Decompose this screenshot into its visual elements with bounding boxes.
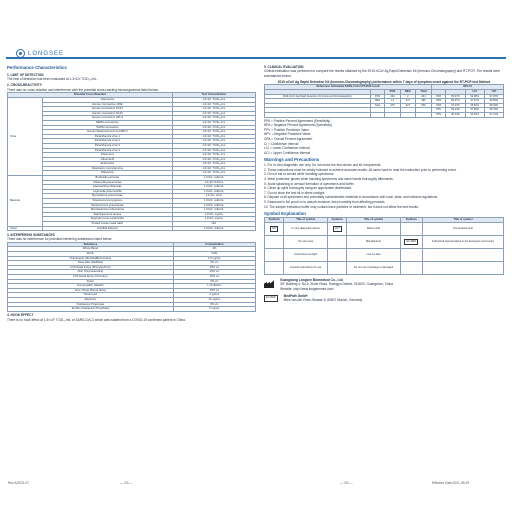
abbreviation-item: PPA = Positive Percent Agreement (Sensitivity) — [264, 118, 331, 123]
table-cell: 15% v/v — [173, 265, 255, 270]
table-cell: 97.37% — [465, 99, 484, 104]
table-cell: 97.21% — [484, 112, 503, 117]
ec-rep-name: MedPath GmbH — [283, 294, 308, 299]
section-title-performance: Performance Characteristics — [7, 65, 67, 70]
table-header: UCI — [484, 89, 503, 94]
table-cell: Do not use if package is damaged — [347, 261, 400, 274]
table-cell: 5 mg/mL — [173, 307, 255, 312]
table-cell: 98.34% — [484, 103, 503, 108]
table-cell: 1.0×10⁶ org/mL — [172, 217, 255, 222]
footer-page-left: — 2/3 — — [120, 481, 133, 485]
left-column — [7, 63, 256, 322]
warnings-list — [264, 163, 504, 209]
table-cell: 2 — [400, 94, 415, 99]
cr-text: There was no cross-reaction and interference with the potential cross-reacting microorganisms listed below: — [7, 87, 159, 92]
manufacturer-icon — [264, 280, 274, 288]
table-row — [265, 222, 504, 235]
right-column — [264, 63, 504, 303]
table-cell — [423, 248, 504, 261]
table-header: Symbols — [328, 218, 347, 223]
table-cell: Chlamydia pneumoniae — [43, 180, 173, 185]
table-cell: 1.0×10⁵ TCID₅₀/mL — [172, 116, 255, 121]
warning-item: 7. Do not store the test kit in direct sunlight. — [264, 190, 326, 195]
footer-revision: Rev.A/2021-07 — [8, 481, 30, 485]
abbreviation-item: CI = Confidence Interval — [264, 141, 299, 146]
table-cell: Human Metapneumovirus (hMPV) — [43, 130, 173, 135]
table-row — [8, 226, 256, 231]
table-cell: 1.0×10⁵ TCID₅₀/mL — [172, 111, 255, 116]
table-cell: 1.0×10⁶ cells/mL — [172, 176, 255, 181]
table-header: Title of symbol — [423, 218, 504, 223]
table-cell: 97.28% — [465, 108, 484, 113]
table-cell: Manufacturer — [347, 235, 400, 248]
abbreviation-list — [264, 119, 504, 156]
table-cell: OPA — [432, 103, 446, 108]
table-cell: Total — [370, 103, 385, 108]
symbol-cell — [265, 235, 284, 248]
table-cell: Naso GEL (NeilMed) — [8, 261, 174, 266]
table-cell: PPV — [432, 108, 446, 113]
table-cell: Batch code — [347, 222, 400, 235]
table-cell: Human coronavirus NL63 — [43, 111, 173, 116]
table-cell: Tobramycin — [8, 293, 174, 298]
table-cell: Haemophilus influenzae — [43, 185, 173, 190]
table-cell: POS — [370, 94, 385, 99]
table-header: Symbols — [400, 218, 422, 223]
table-row — [265, 248, 504, 261]
table-header: Potential Cross-Reactant — [8, 93, 173, 98]
symbol-cell — [328, 235, 347, 248]
table-cell: 1:10 dilution — [173, 284, 255, 289]
table-cell: Parainfluenza virus 3 — [43, 143, 173, 148]
table-cell: Candida albicans — [43, 226, 173, 231]
table-cell: 1.0×10⁵ TCID₅₀/mL — [172, 134, 255, 139]
table-cell: CVS Nasal Spray (Cromolyn) — [8, 275, 174, 280]
category-cell: Yeast — [8, 226, 43, 231]
table-cell: 1.0×10⁶ org/mL — [172, 212, 255, 217]
table-cell: 99.24% — [446, 108, 465, 113]
table-cell: Tamiflu (Oseltamivir Phosphate) — [8, 307, 174, 312]
table-cell: 95.27% — [446, 94, 465, 99]
ec-rep-address: Mies-van-der-Rohe-Strasse 8, 80807 Munich, Germany — [283, 298, 363, 303]
table-cell: 1.0×10⁶ cells/mL — [172, 189, 255, 194]
table-cell: 1.0×10⁵ TCID₅₀/mL — [172, 162, 255, 167]
table-cell: PPA — [432, 94, 446, 99]
table-row — [265, 112, 504, 117]
table-cell: 272 — [400, 99, 415, 104]
warning-item: 9. Desiccant in foil pouch is to absorb moisture; keep humidity from affecting products. — [264, 200, 386, 205]
table-cell: 1.0×10⁵ TCID₅₀/mL — [172, 107, 255, 112]
symbol-cell — [328, 248, 347, 261]
table-cell: Afrin (Oxymetazoline) — [8, 270, 174, 275]
table-cell: Homeopathic (Alkalol) — [8, 284, 174, 289]
table-cell: Mycobacterium tuberculosis — [43, 208, 173, 213]
table-cell — [385, 112, 400, 117]
table-cell: Human coronavirus 229E — [43, 102, 173, 107]
table-cell: 1.0×10⁵ TCID₅₀/mL — [172, 166, 255, 171]
hook-text: There is no hook effect at 1.5×10⁵ TCID₅₀/mL of SARS-CoV-2 which was isolated from a COVID-19 confirmed patient in China. — [7, 317, 186, 322]
lod-text: The limit of detection has been evaluated at 1.3×10² TCID₅₀/mL. — [7, 77, 98, 82]
table-header: Test Concentration — [172, 93, 255, 98]
warning-item: 3. Do not eat or smoke while handling specimens. — [264, 172, 335, 177]
table-cell: Rhinovirus — [43, 171, 173, 176]
warning-item: 10. The sample extraction buffer may contain trace particles or sediment, but it does not affect the test results. — [264, 204, 419, 209]
category-cell: Virus — [8, 97, 43, 175]
table-cell: 95.44% — [446, 112, 465, 117]
table-cell — [265, 112, 371, 117]
table-cell: 1.0×10⁵ TCID₅₀/mL — [172, 171, 255, 176]
interfering-substances-table — [7, 242, 256, 312]
warning-item: 6. Clean up spills thoroughly using an appropriate disinfectant. — [264, 186, 352, 191]
abbreviation-item: OPA = Overall Percent Agreement — [264, 136, 313, 141]
section-title-warnings: Warnings and Precautions — [264, 157, 320, 163]
table-cell: 15% v/v — [173, 275, 255, 280]
table-cell: Influenza B — [43, 157, 173, 162]
symbol-box: IVD — [272, 227, 277, 231]
table-cell: Adenovirus — [43, 97, 173, 102]
symbol-cell — [328, 261, 347, 274]
table-header: Title of symbol — [347, 218, 400, 223]
symbol-cell — [400, 235, 422, 248]
table-cell: Parainfluenza virus 1 — [43, 134, 173, 139]
table-cell: 264 — [416, 94, 432, 99]
table-cell: Staphylococcus epidermidis — [43, 217, 173, 222]
table-cell: 1.0×10⁵ TCID₅₀/mL — [172, 143, 255, 148]
table-cell: Chloraseptic (Menthol/Benzocaine) — [8, 256, 174, 261]
table-cell: 1.0×10⁶ cells/mL — [172, 199, 255, 204]
ec-rep-block — [264, 294, 504, 303]
table-header: Title of symbol — [284, 218, 328, 223]
table-row — [8, 307, 256, 312]
table-cell: 1.0×10⁶ IFU/mL — [172, 180, 255, 185]
table-header: POS — [385, 89, 400, 94]
table-cell: Authorized representative in the European Community — [423, 235, 504, 248]
table-cell — [370, 112, 385, 117]
warning-item: 2. These instructions must be strictly followed to achieve accurate results. All users have to read the instruction prior to performing a test. — [264, 167, 457, 172]
table-cell: 1.0×10⁵ TCID₅₀/mL — [172, 125, 255, 130]
table-cell: 1.0×10⁶ U/mL — [172, 194, 255, 199]
warning-item: 8. Dispose of all specimens and potentially contaminated materials in accordance with local, state, and national regulations. — [264, 195, 438, 200]
table-cell: 15% v/v — [173, 288, 255, 293]
table-cell: Zicam — [8, 279, 174, 284]
manufacturer-address: 3/F, Building 4, No.6, Xiuhe Road, Huangpu District, 510000, Guangzhou, China — [280, 282, 394, 287]
table-cell: 10 mg/mL — [173, 298, 255, 303]
table-cell: 15% v/v — [173, 270, 255, 275]
table-header: Substance — [8, 242, 174, 247]
table-header: 95% CI — [432, 85, 504, 90]
abbreviation-item: NPA = Negative Percent Agreement (Specificity) — [264, 123, 332, 128]
table-cell: Mupirocin — [8, 298, 174, 303]
is-text: There was no interference for potential interfering substances listed below: — [7, 237, 113, 242]
symbol-cell — [400, 248, 422, 261]
table-cell: 4% — [173, 247, 255, 252]
table-cell: Enterovirus — [43, 162, 173, 167]
table-cell: Avoid direct sunlight — [284, 248, 328, 261]
header-rule — [6, 57, 506, 59]
table-cell: 5% v/v — [173, 279, 255, 284]
symbol-box: LOT — [334, 227, 340, 231]
table-cell: 262 — [385, 94, 400, 99]
table-cell — [416, 112, 432, 117]
table-cell: 1.0×10⁶ cells/mL — [172, 203, 255, 208]
table-cell: Human coronavirus OC43 — [43, 107, 173, 112]
table-cell: NPV — [432, 112, 446, 117]
brand-name: LONGSEE — [28, 50, 65, 57]
table-cell: Whole Blood — [8, 247, 174, 252]
table-cell: 285 — [416, 99, 432, 104]
table-header: LCI — [465, 89, 484, 94]
abbreviation-item: UCI = Upper Confidence Interval — [264, 150, 311, 155]
table-cell: 5% v/v — [173, 261, 255, 266]
table-row — [265, 235, 504, 248]
warning-item: 1. For in vitro diagnostic use only. Do not reuse the test device and kit components. — [264, 163, 382, 168]
table-cell: 99.79% — [484, 108, 503, 113]
table-cell: Streptococcus pyogenes — [43, 199, 173, 204]
table-cell: 274 — [400, 103, 415, 108]
table-cell: In vitro diagnostic device — [284, 222, 328, 235]
ev-caption: 2019-nCoV Ag Rapid Detection Kit (Immuno-Chromatography) performance within 7 days of symptom onset against the RT-PCR test Method — [277, 79, 491, 84]
symbol-cell — [400, 222, 422, 235]
warning-item: 5. Avoid splashing or aerosol formation of specimens and buffer. — [264, 181, 355, 186]
table-cell: 1.0×10⁵ TCID₅₀/mL — [172, 153, 255, 158]
table-cell: 1.0×10⁵ TCID₅₀/mL — [172, 97, 255, 102]
cr-title: 2. CROSS-REACTIVITY — [7, 83, 42, 88]
table-cell: Staphylococcus aureus — [43, 212, 173, 217]
abbreviation-item: NPV = Negative Predictive Value — [264, 132, 311, 137]
table-row — [265, 261, 504, 274]
symbol-table — [264, 217, 504, 275]
table-cell: Respiratory syncytial virus — [43, 166, 173, 171]
manufacturer-name: Guangdong Longsee Biomedical Co., Ltd. — [280, 277, 344, 282]
table-cell: 0.5% — [173, 252, 255, 257]
table-cell: 95.52% — [465, 103, 484, 108]
table-cell: 13 — [385, 99, 400, 104]
table-cell: SARS-coronavirus — [43, 125, 173, 130]
symbol-cell — [400, 261, 422, 274]
is-title: 3. INTERFERING SUBSTANCES — [7, 232, 55, 237]
table-cell: 1.0×10⁵ TCID₅₀/mL — [172, 120, 255, 125]
abbreviation-item: PPV = Positive Predictive Value — [264, 127, 309, 132]
table-cell: 2019-nCoV Ag Rapid Detection Kit (Immuno-Chromatography) — [265, 94, 371, 99]
table-cell: 99.27% — [446, 99, 465, 104]
table-cell: 275 — [385, 103, 400, 108]
table-cell: 1.0×10⁵ TCID₅₀/mL — [172, 139, 255, 144]
table-cell: 99.80% — [484, 99, 503, 104]
table-cell: CVS Nasal Drops (Phenylephrine) — [8, 265, 174, 270]
table-cell: Pooled human nasal wash — [43, 222, 173, 227]
table-cell: N/A — [172, 222, 255, 227]
table-cell: 1.5 mg/mL — [173, 256, 255, 261]
table-header: Reference: Estimated SARS-CoV-2 RT-PCR result — [265, 85, 432, 90]
table-cell: Use-by date — [347, 248, 400, 261]
table-cell: Legionella pneumophila — [43, 189, 173, 194]
table-cell: Bordetella pertussis — [43, 176, 173, 181]
table-cell: 97.27% — [446, 103, 465, 108]
category-cell: Bacteria — [8, 176, 43, 227]
table-cell: 549 — [416, 103, 432, 108]
table-cell: 4 µg/mL — [173, 293, 255, 298]
table-cell: Fluticasone Propionate — [8, 302, 174, 307]
symbol-cell — [265, 248, 284, 261]
table-cell: MERS-coronavirus — [43, 120, 173, 125]
clinical-evaluation-table — [264, 84, 504, 117]
table-cell: Do not reuse — [284, 235, 328, 248]
table-cell: 1.0×10⁵ TCID₅₀/mL — [172, 130, 255, 135]
warning-item: 4. Wear protective gloves while handling specimens and wash hands thoroughly afterwards. — [264, 177, 394, 182]
table-cell: 92.63% — [465, 112, 484, 117]
hook-title: 4. HOOK EFFECT — [7, 313, 34, 318]
footer-effective-date: Effective Date:2021-09-29 — [432, 481, 469, 485]
table-header: Total — [416, 89, 432, 94]
table-cell: 1.0×10⁶ cells/mL — [172, 208, 255, 213]
table-cell: 97.25% — [484, 94, 503, 99]
table-cell: 1.0×10⁶ cells/mL — [172, 226, 255, 231]
table-cell: Parainfluenza virus 4 — [43, 148, 173, 153]
table-cell: NPA — [432, 99, 446, 104]
table-cell: Parainfluenza virus 2 — [43, 139, 173, 144]
table-cell: NEG — [370, 99, 385, 104]
ec-rep-icon: EC REP — [264, 295, 278, 301]
table-cell: 5% v/v — [173, 302, 255, 307]
footer-page-right: — 3/3 — — [340, 481, 353, 485]
symbol-cell — [265, 222, 284, 235]
table-header: Symbols — [265, 218, 284, 223]
table-header: Concentration — [173, 242, 255, 247]
cross-reactivity-table — [7, 92, 256, 231]
manufacturer-website: Website: http://www.longseemed.com/ — [280, 286, 334, 291]
table-cell: Consult instructions for use — [284, 261, 328, 274]
manufacturer-block — [264, 278, 504, 291]
ce-title: 5. CLINICAL EVALUATION — [264, 64, 304, 69]
table-cell: 1.0×10⁵ TCID₅₀/mL — [172, 148, 255, 153]
table-cell: 1.0×10⁵ TCID₅₀/mL — [172, 102, 255, 107]
table-cell: Mycoplasma pneumoniae — [43, 194, 173, 199]
table-cell: Mucin — [8, 252, 174, 257]
table-cell: Temperature limit — [423, 222, 504, 235]
table-cell: Influenza A — [43, 153, 173, 158]
table-cell: Human coronavirus HKU1 — [43, 116, 173, 121]
abbreviation-item: LCI = Lower Confidence Interval — [264, 146, 310, 151]
symbol-cell — [328, 222, 347, 235]
table-header: NEG — [400, 89, 415, 94]
section-title-symbols: Symbol Explanation — [264, 211, 306, 217]
table-cell: Streptococcus pneumoniae — [43, 203, 173, 208]
table-cell — [400, 112, 415, 117]
table-cell: 1.0×10⁵ TCID₅₀/mL — [172, 157, 255, 162]
table-cell: 92.08% — [465, 94, 484, 99]
table-cell: Sore Throat Phenol Spray — [8, 288, 174, 293]
table-cell: 1.0×10⁶ cells/mL — [172, 185, 255, 190]
symbol-cell — [265, 261, 284, 274]
lod-title: 1. LIMIT OF DETECTION — [7, 72, 44, 77]
table-cell — [423, 261, 504, 274]
symbol-box: EC REP — [406, 240, 417, 244]
ce-text: Clinical evaluation was performed to compare the results obtained by the 2019-nCoV Ag Rapid Detection Kit (Immuno-Chromatography) and RT-PCR. The results were summarized below: — [264, 69, 501, 78]
